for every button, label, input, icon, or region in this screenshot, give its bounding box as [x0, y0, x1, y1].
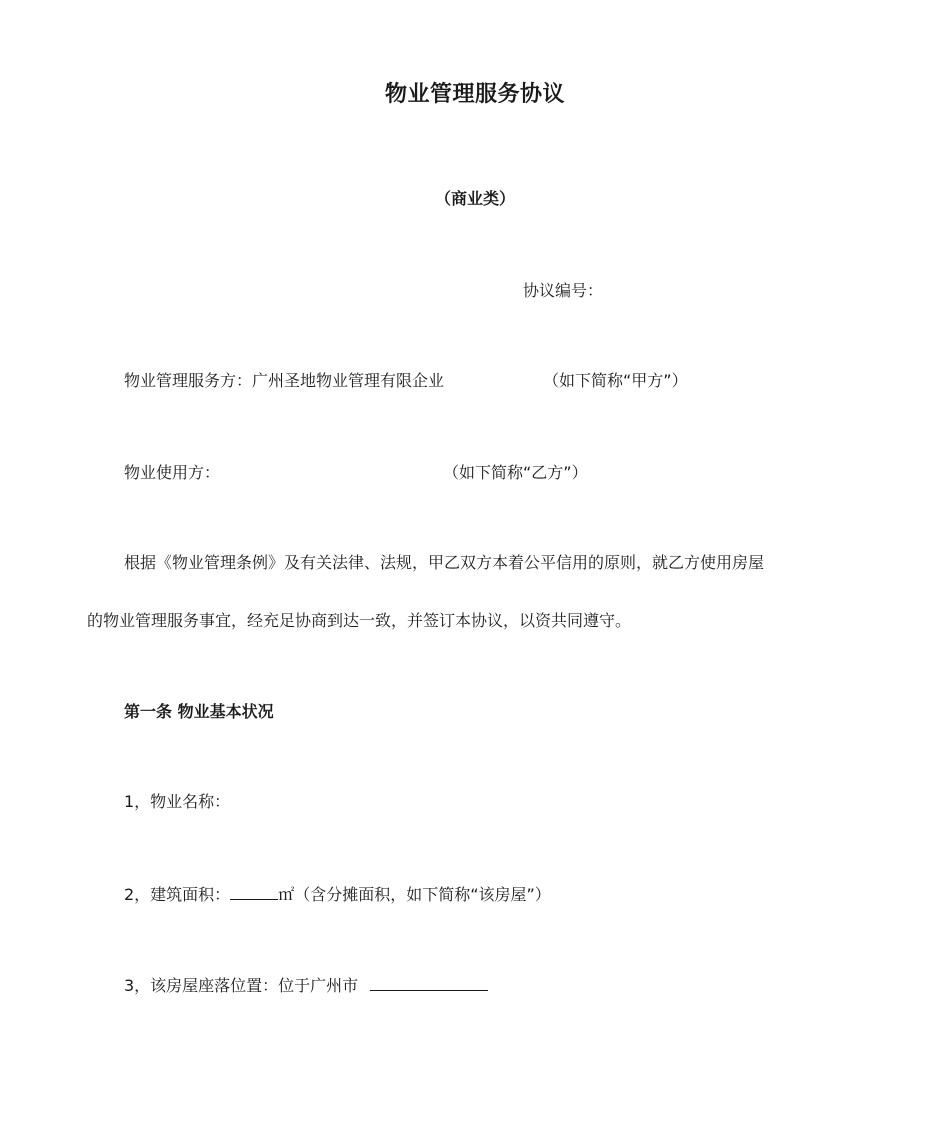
location-blank-line: [370, 974, 488, 991]
party-a-note: （如下简称“甲方”）: [543, 371, 688, 390]
article-1-item-1: 1，物业名称：: [124, 792, 231, 811]
item-2-suffix: （含分摊面积，如下简称“该房屋”）: [294, 885, 551, 904]
article-1-item-2: [124, 883, 551, 905]
preamble-line-1: 根据《物业管理条例》及有关法律、法规，甲乙双方本着公平信用的原则，就乙方使用房屋: [124, 553, 765, 572]
preamble-line-2: 的物业管理服务事宜，经充足协商到达一致，并签订本协议，以资共同遵守。: [87, 611, 632, 630]
article-1-heading: 第一条 物业基本状况: [124, 702, 274, 721]
party-a-label: 物业管理服务方：广州圣地物业管理有限企业: [124, 371, 445, 390]
document-subtitle: （商业类）: [434, 189, 515, 208]
area-blank-line: [230, 883, 278, 900]
item-2-prefix: 2，建筑面积：: [124, 885, 231, 904]
agreement-number-label: 协议编号：: [523, 281, 604, 300]
area-unit: ㎡: [278, 885, 295, 904]
party-b-note: （如下简称“乙方”）: [443, 463, 588, 482]
document-title: 物业管理服务协议: [384, 82, 565, 107]
item-3-prefix: 3，该房屋座落位置：位于广州市: [124, 976, 359, 995]
article-1-item-3: [124, 974, 488, 996]
party-b-label: 物业使用方：: [124, 463, 221, 482]
